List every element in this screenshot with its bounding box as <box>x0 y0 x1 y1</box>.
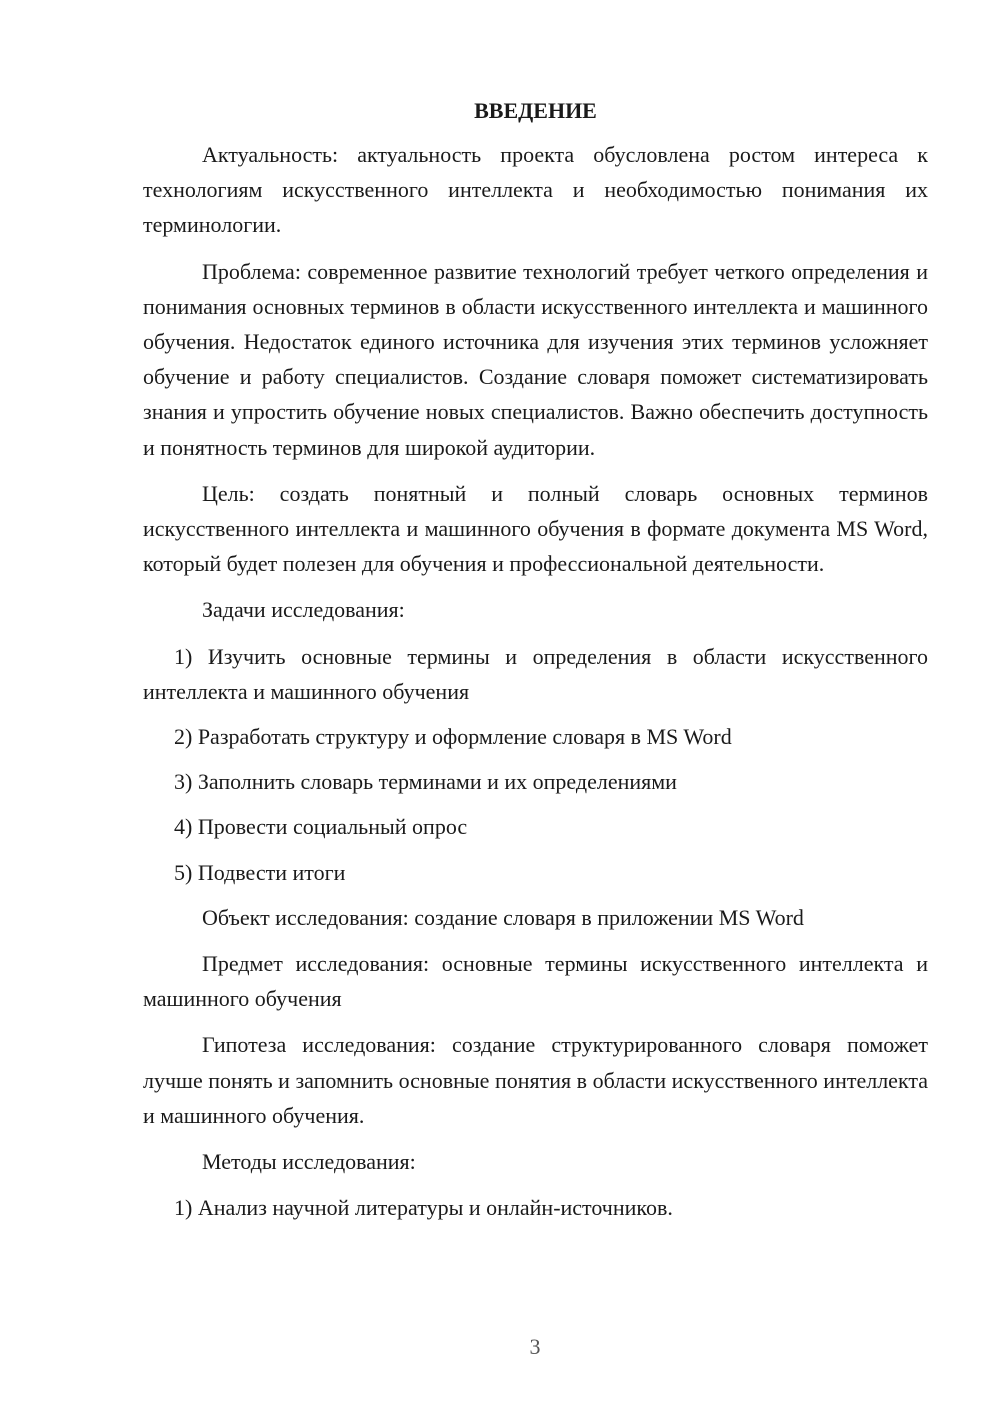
page-number: 3 <box>529 1334 541 1359</box>
task-item: 5) Подвести итоги <box>174 859 346 885</box>
method-item: 1) Анализ научной литературы и онлайн-источников. <box>174 1195 673 1221</box>
section-heading: ВВЕДЕНИЕ <box>474 98 597 123</box>
document-page <box>143 96 928 1235</box>
methods-title: Методы исследования: <box>202 1149 416 1175</box>
goal-paragraph: Цель: создать понятный и полный словарь основных терминов искусственного интеллекта и машинного обучения в формате документа MS Word, который будет полезен для обучения и профессиональной деятельности. <box>143 480 928 577</box>
task-item: 4) Провести социальный опрос <box>174 814 468 840</box>
tasks-title: Задачи исследования: <box>202 597 405 623</box>
task-item: 2) Разработать структуру и оформление словаря в MS Word <box>174 724 732 750</box>
hypothesis-paragraph: Гипотеза исследования: создание структурированного словаря поможет лучше понять и запомнить основные понятия в области искусственного интеллекта и машинного обучения. <box>143 1032 928 1128</box>
relevance-paragraph: Актуальность: актуальность проекта обусловлена ростом интереса к технологиям искусственного интеллекта и необходимостью понимания их терминологии. <box>143 142 928 238</box>
subject-paragraph: Предмет исследования: основные термины искусственного интеллекта и машинного обучения <box>143 951 928 1012</box>
object-paragraph: Объект исследования: создание словаря в приложении MS Word <box>202 904 804 930</box>
task-item: 1) Изучить основные термины и определения в области искусственного интеллекта и машинного обучения <box>143 643 928 704</box>
task-item: 3) Заполнить словарь терминами и их определениями <box>174 769 677 795</box>
problem-paragraph: Проблема: современное развитие технологий требует четкого определения и понимания основных терминов в области искусственного интеллекта и машинного обучения. Недостаток единого источника для изучения этих терминов усложняет обучение и работу специалистов. Создание словаря поможет систематизировать знания и упростить обучение новых специалистов. Важно обеспечить доступность и понятность терминов для широкой аудитории. <box>143 258 928 460</box>
